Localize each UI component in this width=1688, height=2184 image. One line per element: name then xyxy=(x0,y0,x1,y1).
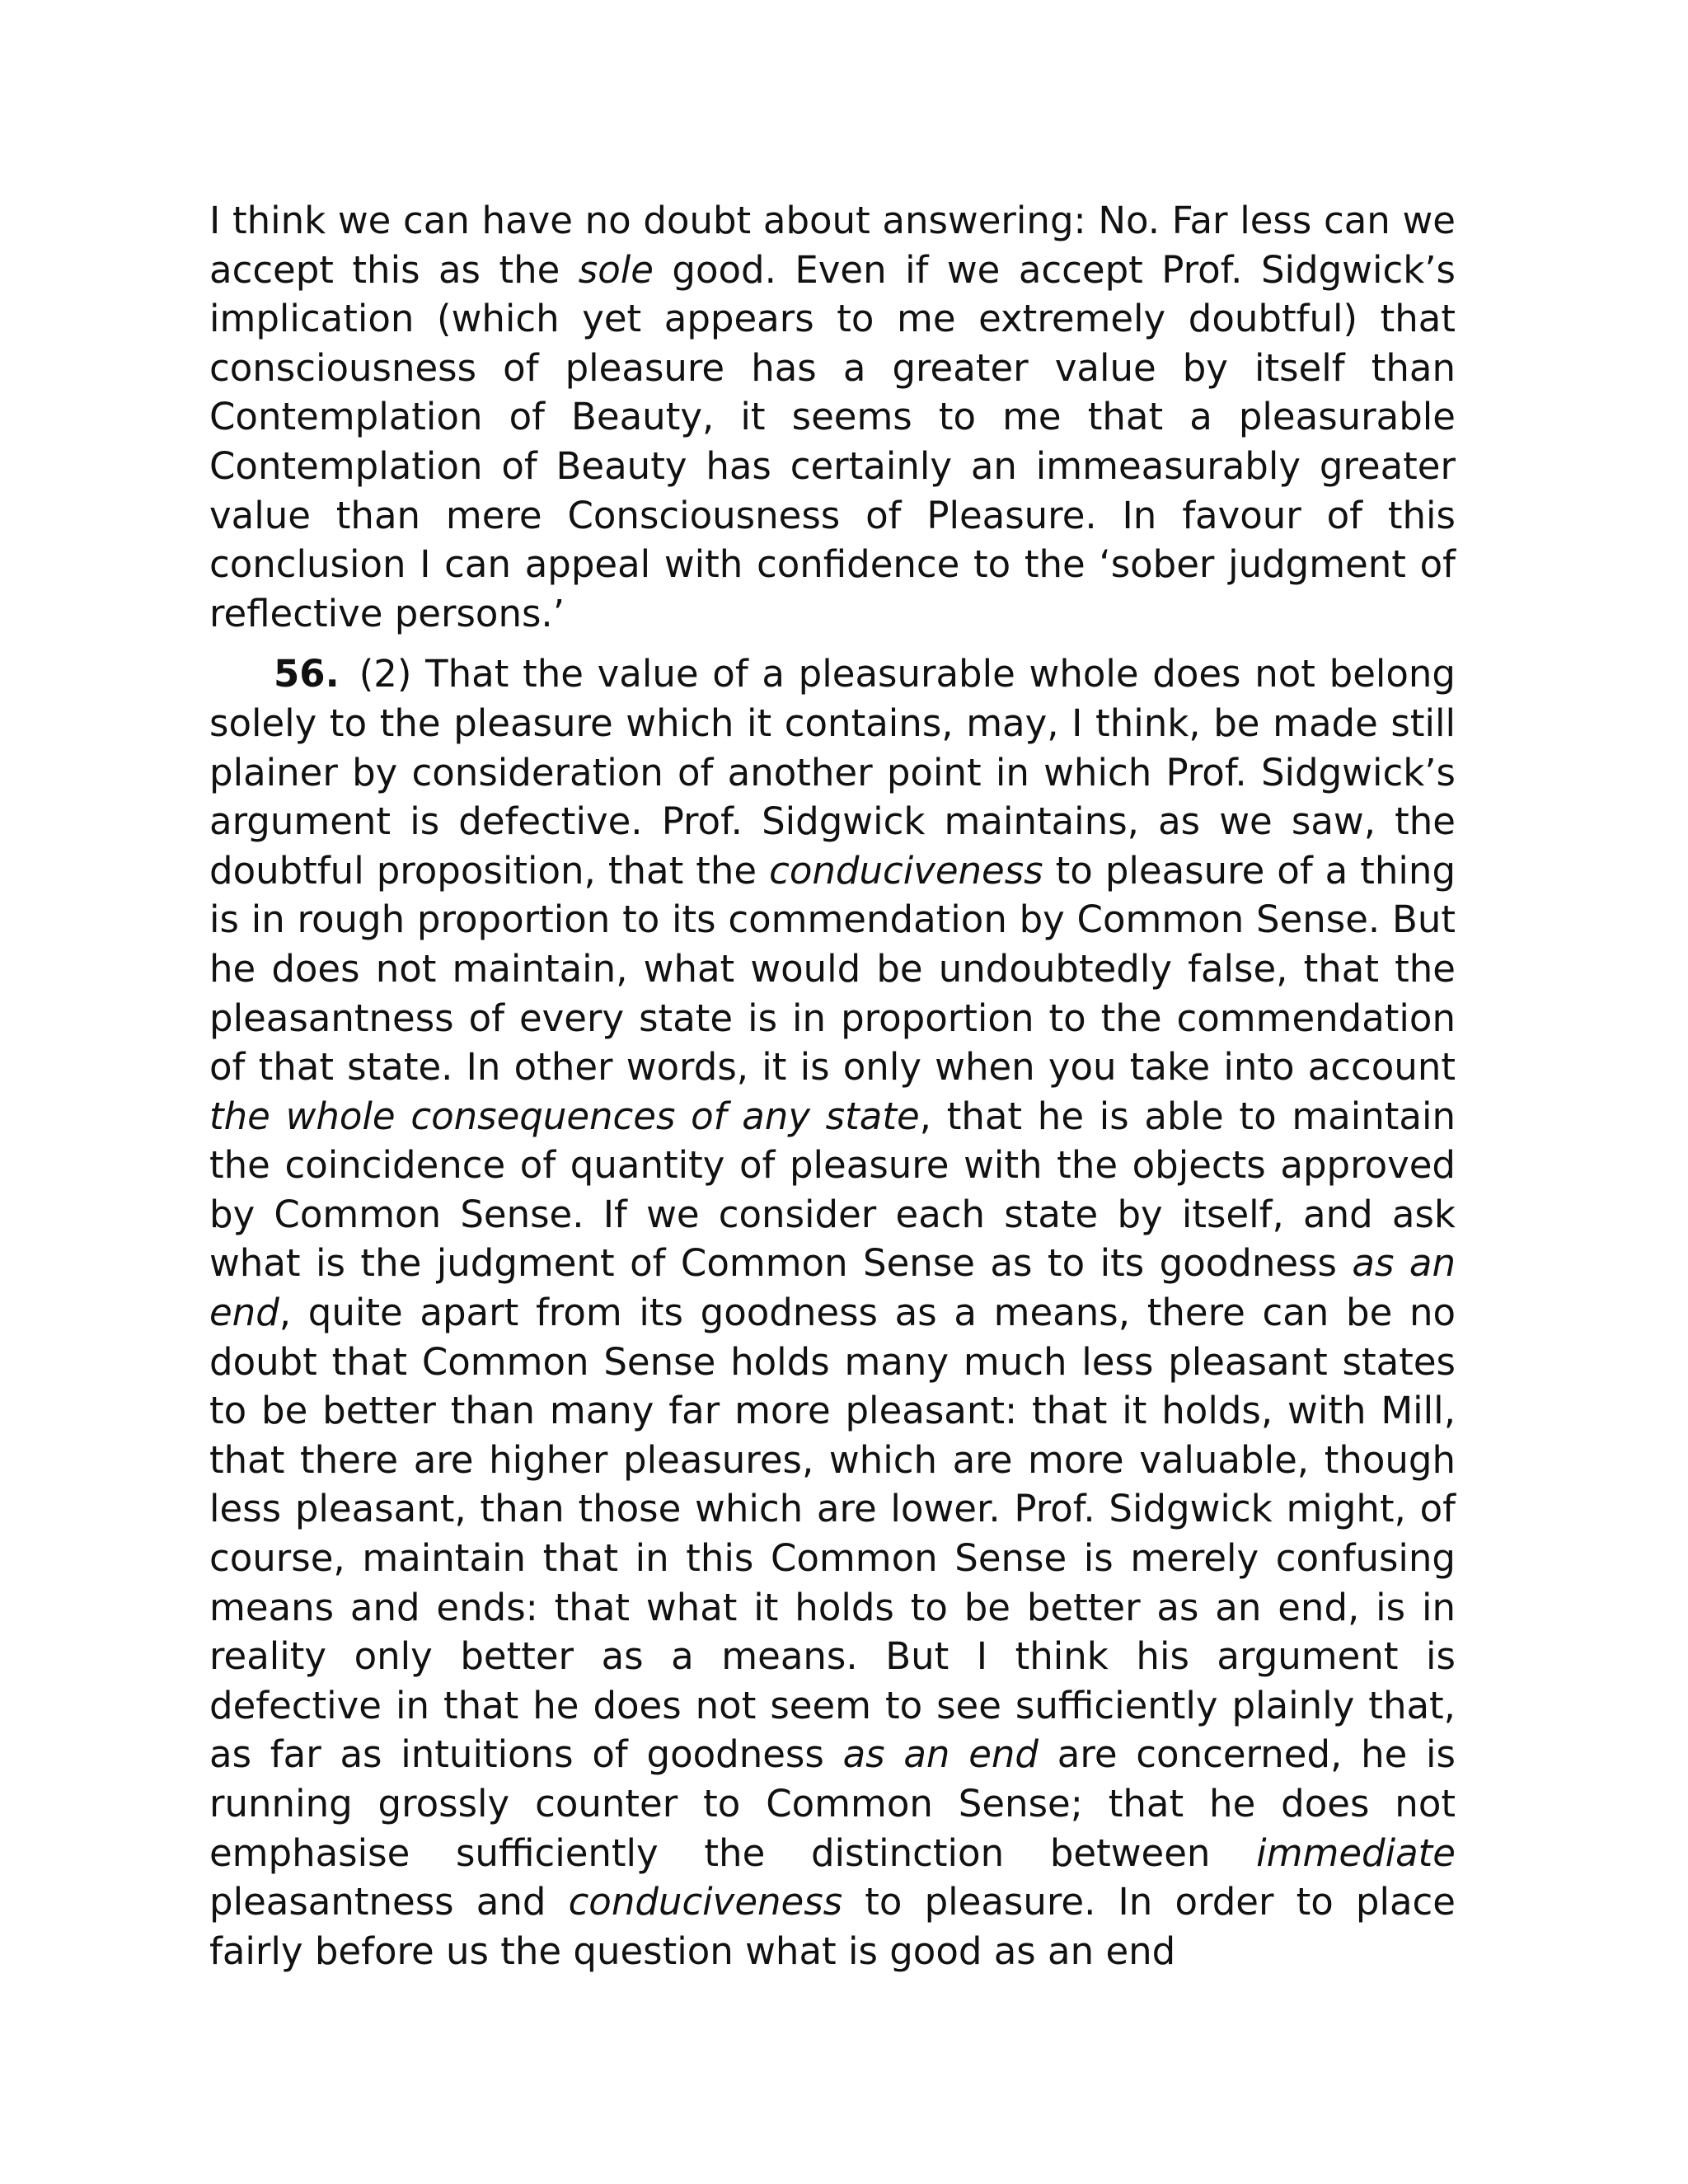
section-number: 56. xyxy=(274,652,340,696)
emphasis-text: as an end xyxy=(842,1732,1039,1777)
text-run: (2) That the value of a pleasurable whole does not belong solely to the pleasure which it contains, may, I think, be made still plainer by consideration of another point in which Prof. Sidgwick’s argument is defective. Prof. Sidgwick maintains, as we saw, the doubtful proposition, that the xyxy=(209,652,1456,893)
emphasis-text: sole xyxy=(578,247,654,292)
text-run: good. Even if we accept Prof. Sidgwick’s implication (which yet appears to me extremely doubtful) that consciousness of pleasure has a greater value by itself than Contemplation of Beauty, it seems to me that a pleasurable Contemplation of Beauty has certainly an immeasurably greater value than mere Consciousness of Pleasure. In favour of this conclusion I can appeal with confidence to the ‘sober judgment of reflective persons.’ xyxy=(209,247,1456,635)
text-run: to pleasure of a thing is in rough proportion to its commendation by Common Sense. But he does not maintain, what would be undoubtedly false, that the pleasantness of every state is in proportion to the commendation of that state. In other words, it is only when you take into account xyxy=(209,848,1456,1090)
text-run: , that he is able to maintain the coincidence of quantity of pleasure with the objects approved by Common Sense. If we consider each state by itself, and ask what is the judgment of Common Sense as to its goodness xyxy=(209,1094,1456,1286)
text-run: pleasantness and xyxy=(209,1880,569,1924)
emphasis-text: conduciveness xyxy=(568,1880,843,1924)
paragraph-continuation xyxy=(209,196,1456,638)
text-run: to pleasure. In order to place fairly before us the question what is good as an end xyxy=(209,1880,1456,1973)
emphasis-text: as an end xyxy=(209,1241,1456,1335)
paragraph-section-56 xyxy=(209,649,1456,1975)
emphasis-text: the whole consequences of any state xyxy=(209,1094,920,1138)
emphasis-text: conduciveness xyxy=(769,848,1043,893)
page-body xyxy=(209,196,1456,1975)
emphasis-text: immediate xyxy=(1256,1830,1456,1875)
text-run: I think we can have no doubt about answering: No. Far less can we accept this as the xyxy=(209,199,1456,292)
text-run: , quite apart from its goodness as a means, there can be no doubt that Common Sense holds many much less pleasant states to be better than many far more pleasant: that it holds, with Mill, that there are higher pleasures, which are more valuable, though less pleasant, than those which are lower. Prof. Sidgwick might, of course, maintain that in this Common Sense is merely confusing means and ends: that what it holds to be better as an end, is in reality only better as a means. But I think his argument is defective in that he does not seem to see sufficiently plainly that, as far as intuitions of goodness xyxy=(209,1291,1456,1777)
text-run: are concerned, he is running grossly counter to Common Sense; that he does not emphasise sufficiently the distinction between xyxy=(209,1732,1456,1875)
